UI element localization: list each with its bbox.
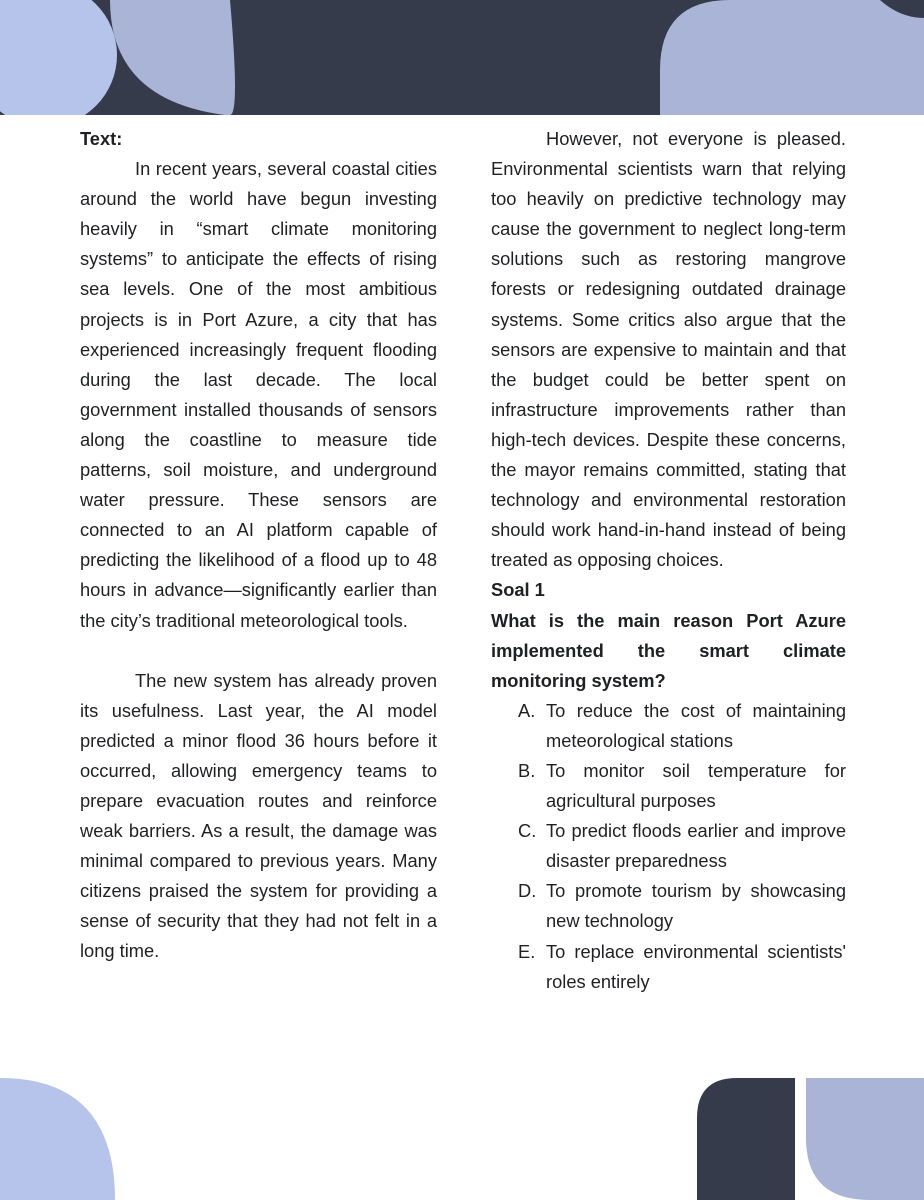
footer-shapes — [0, 1078, 924, 1200]
footer-left-quarter — [0, 1078, 115, 1200]
passage-paragraph-3: However, not everyone is pleased. Environmental scientists warn that relying too heavily on predictive technology may cause the government to neglect long-term solutions such as restoring mangrove forests or redesigning outdated drainage systems. Some critics also argue that the sensors are expensive to maintain and that the budget could be better spent on infrastructure improvements rather than high-tech devices. Despite these concerns, the mayor remains committed, stating that technology and environmental restoration should work hand-in-hand instead of being treated as opposing choices. — [491, 128, 846, 571]
answer-options — [491, 696, 846, 997]
question-text: What is the main reason Port Azure implemented the smart climate monitoring system? — [491, 609, 846, 691]
option-e[interactable] — [491, 937, 846, 997]
option-c[interactable] — [491, 816, 846, 876]
passage-paragraph-1: In recent years, several coastal cities around the world have begun investing heavily in “smart climate monitoring systems” to anticipate the effects of rising sea levels. One of the most ambitious projects is in Port Azure, a city that has experienced increasingly frequent flooding during the last decade. The local government installed thousands of sensors along the coastline to measure tide patterns, soil moisture, and underground water pressure. These sensors are connected to an AI platform capable of predicting the likelihood of a flood up to 48 hours in advance—significantly earlier than the city’s traditional meteorological tools. — [80, 158, 437, 631]
option-text: To predict floods earlier and improve disaster preparedness — [546, 820, 846, 872]
header-decoration — [0, 0, 924, 115]
header-circle-light — [0, 0, 117, 115]
footer-decoration — [0, 1078, 924, 1200]
header-shapes — [0, 0, 924, 115]
option-text: To promote tourism by showcasing new technology — [546, 880, 846, 932]
option-text: To monitor soil temperature for agricultural purposes — [546, 759, 846, 812]
option-letter: C. — [518, 820, 537, 842]
paragraph-gap — [80, 636, 437, 666]
option-a[interactable] — [491, 696, 846, 756]
option-letter: B. — [518, 759, 536, 781]
option-text: To reduce the cost of maintaining meteorological stations — [546, 699, 846, 751]
header-lens-shape — [110, 0, 235, 115]
option-letter: D. — [518, 880, 537, 902]
footer-leaf-shape — [806, 1078, 924, 1200]
option-b[interactable] — [491, 756, 846, 816]
option-letter: E. — [518, 940, 536, 962]
header-right-block — [660, 0, 924, 115]
passage-left-column — [80, 124, 437, 967]
option-text: To replace environmental scientists' roles entirely — [546, 940, 846, 992]
option-letter: A. — [518, 699, 536, 721]
question-label: Soal 1 — [491, 579, 545, 601]
passage-heading: Text: — [80, 128, 123, 149]
footer-dark-block — [697, 1078, 795, 1200]
passage-right-column — [491, 124, 846, 997]
passage-paragraph-2: The new system has already proven its usefulness. Last year, the AI model predicted a minor flood 36 hours before it occurred, allowing emergency teams to prepare evacuation routes and reinforce weak barriers. As a result, the damage was minimal compared to previous years. Many citizens praised the system for providing a sense of security that they had not felt in a long time. — [80, 669, 437, 962]
option-d[interactable] — [491, 876, 846, 936]
